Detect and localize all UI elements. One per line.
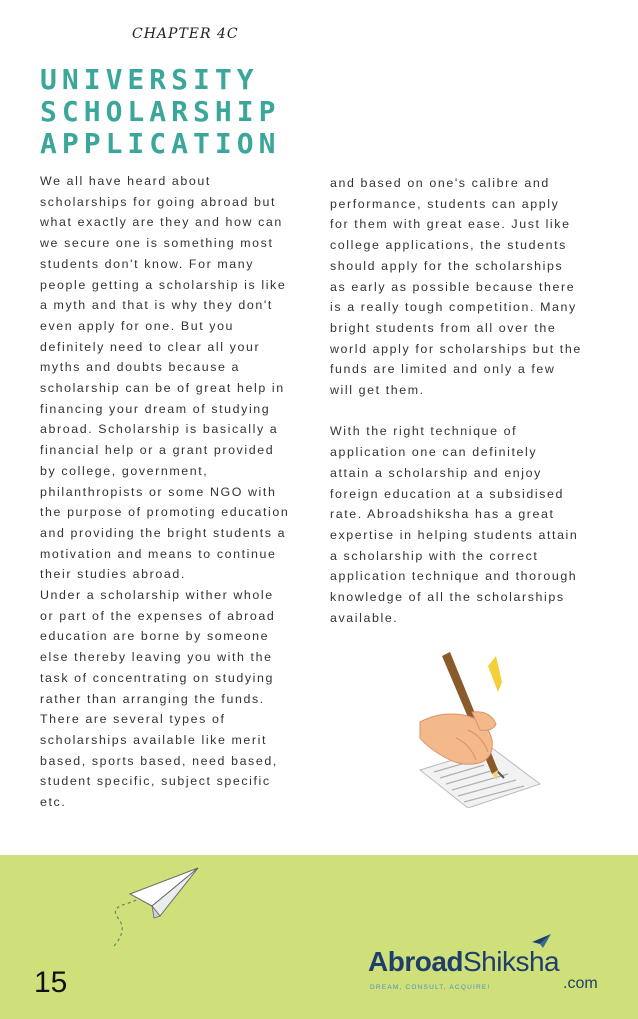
chapter-label: CHAPTER 4C <box>132 26 239 42</box>
hand-writing-illustration <box>412 652 542 808</box>
logo-tagline: DREAM, CONSULT, ACQUIRE! <box>370 984 491 991</box>
paragraph: We all have heard about scholarships for going abroad but what exactly are they and how can we secure one is something most students don't know. For many people getting a scholarship is like a myth and that is why they don't even apply for one. But you definitely need to clear all your myths and doubts because a scholarship can be of great help in financing your dream of studying abroad. Scholarship is basically a financial help or a grant provided by college, government, philanthropists or some NGO with the purpose of promoting education and providing the bright students a motivation and means to continue their studies abroad. <box>40 174 290 582</box>
logo-domain: .com <box>563 975 598 992</box>
page-title <box>40 64 330 160</box>
logo-abroad: Abroad <box>368 946 463 977</box>
paragraph: With the right technique of application one can definitely attain a scholarship and enjoy foreign education at a subsidised rate. Abroadshiksha has a great expertise in helping students attain a scholarship with the correct application technique and thorough knowledge of all the scholarships available. <box>330 424 579 625</box>
left-column <box>40 171 292 813</box>
paper-plane-icon <box>108 860 200 950</box>
title-line: APPLICATION <box>40 127 281 160</box>
logo-plane-icon <box>530 932 552 950</box>
logo-shiksha: Shiksha <box>463 946 560 977</box>
title-line: SCHOLARSHIP <box>40 95 281 128</box>
paragraph: Under a scholarship wither whole or part of the expenses of abroad education are borne by someone else thereby leaving you with the task of concentrating on studying rather than arranging the funds. There are several types of scholarships available like merit based, sports based, need based, student specific, subject specific etc. <box>40 588 278 810</box>
right-column <box>330 173 582 628</box>
abroadshiksha-logo <box>368 946 608 998</box>
paragraph: and based on one's calibre and performance, students can apply for them with great ease. Just like college applications, the students should apply for the scholarships as early as possible because there is a really tough competition. Many bright students from all over the world apply for scholarships but the funds are limited and only a few will get them. <box>330 176 582 398</box>
logo-wordmark <box>368 946 559 978</box>
title-line: UNIVERSITY <box>40 63 259 96</box>
page-number: 15 <box>34 966 68 999</box>
